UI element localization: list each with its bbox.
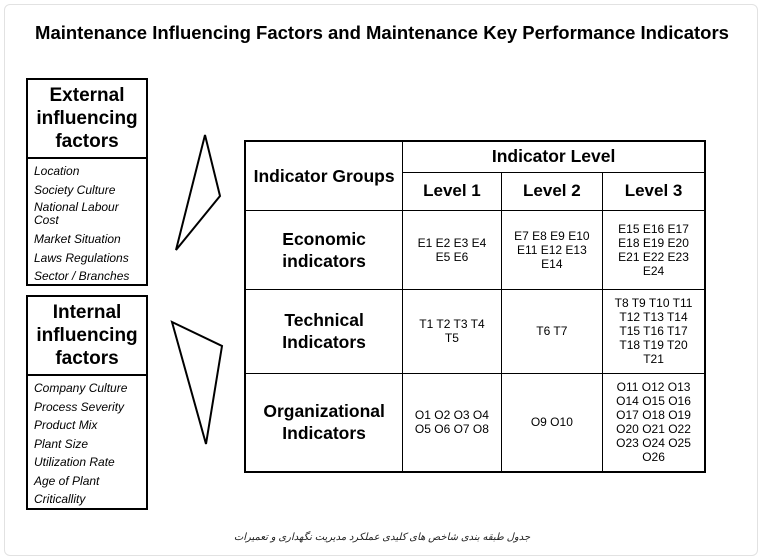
level-3-header: Level 3: [603, 172, 705, 210]
organizational-level-2: O9 O10: [501, 373, 602, 472]
technical-level-1: T1 T2 T3 T4 T5: [403, 289, 501, 373]
level-1-header: Level 1: [403, 172, 501, 210]
organizational-level-3: O11 O12 O13 O14 O15 O16 O17 O18 O19 O20 O21 O22 O23 O24 O25 O26: [603, 373, 705, 472]
economic-level-3: E15 E16 E17 E18 E19 E20 E21 E22 E23 E24: [603, 210, 705, 289]
groups-header: Indicator Groups: [245, 141, 403, 210]
internal-factors-heading: Internal influencing factors: [28, 297, 146, 376]
group-economic: Economic indicators: [245, 210, 403, 289]
external-factor-item: National Labour Cost: [34, 200, 119, 227]
economic-level-2: E7 E8 E9 E10 E11 E12 E13 E14: [501, 210, 602, 289]
internal-arrow-shape: [172, 322, 222, 444]
organizational-level-1: O1 O2 O3 O4 O5 O6 O7 O8: [403, 373, 501, 472]
external-factor-item: Location: [34, 164, 80, 178]
table-row-economic: [245, 210, 705, 289]
caption: جدول طبقه بندی شاخص های کلیدی عملکرد مدیریت نگهداری و تعمیرات: [233, 532, 531, 543]
group-organizational: Organizational Indicators: [245, 373, 403, 472]
table-row-organizational: [245, 373, 705, 472]
group-technical: Technical Indicators: [245, 289, 403, 373]
external-factor-item: Sector / Branches: [34, 269, 130, 283]
technical-level-3: T8 T9 T10 T11 T12 T13 T14 T15 T16 T17 T18 T19 T20 T21: [603, 289, 705, 373]
internal-factor-item: Company Culture: [34, 381, 128, 395]
external-factors-heading: External influencing factors: [28, 80, 146, 159]
internal-factor-item: Criticallity: [34, 492, 86, 506]
internal-factor-item: Product Mix: [34, 418, 98, 432]
technical-level-2: T6 T7: [501, 289, 602, 373]
economic-level-1: E1 E2 E3 E4 E5 E6: [403, 210, 501, 289]
diagram-title: Maintenance Influencing Factors and Maintenance Key Performance Indicators: [35, 22, 729, 43]
external-factor-item: Laws Regulations: [34, 250, 129, 265]
level-2-header: Level 2: [501, 172, 602, 210]
internal-factor-item: Process Severity: [34, 399, 125, 414]
table-row-technical: [245, 289, 705, 373]
external-factor-item: Market Situation: [34, 232, 121, 246]
level-header: Indicator Level: [403, 141, 705, 172]
internal-factor-item: Age of Plant: [34, 473, 100, 488]
kpi-table: [244, 140, 706, 473]
internal-factor-item: Utilization Rate: [34, 455, 115, 469]
external-factor-item: Society Culture: [34, 182, 116, 197]
internal-factor-item: Plant Size: [34, 436, 89, 451]
external-arrow-shape: [176, 135, 220, 250]
